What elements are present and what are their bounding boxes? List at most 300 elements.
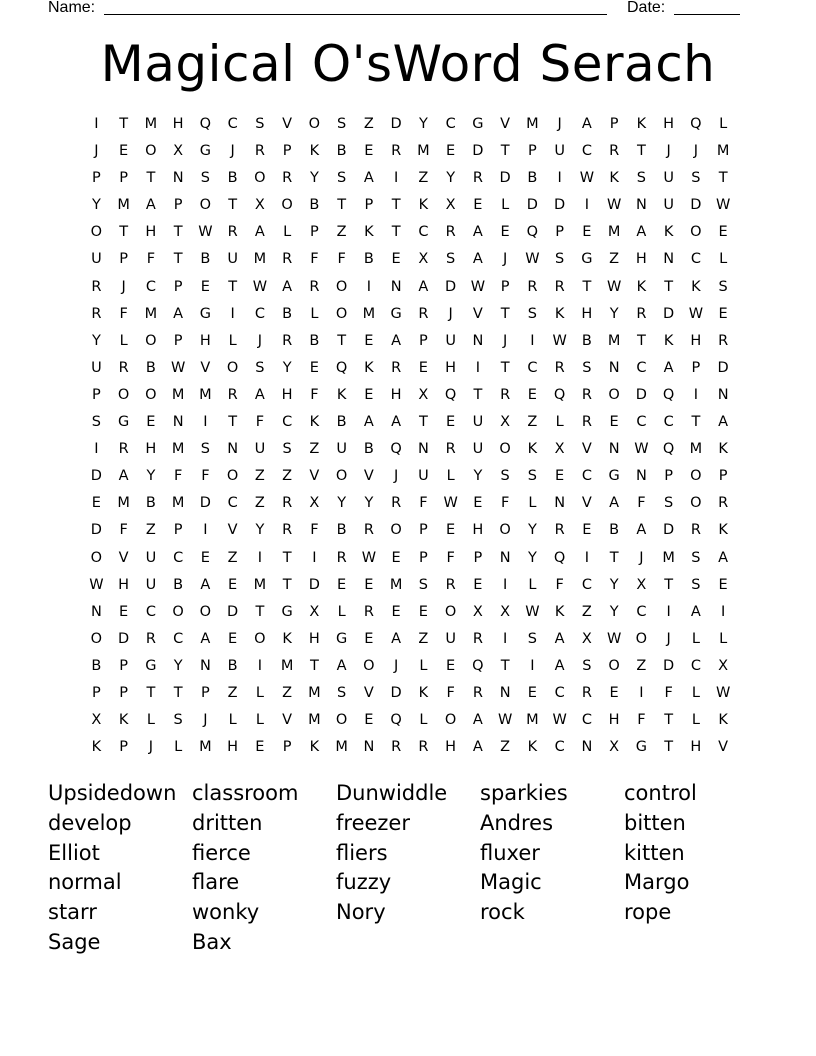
grid-letter[interactable]: R <box>391 739 402 756</box>
grid-letter[interactable]: R <box>282 332 293 349</box>
grid-letter[interactable]: I <box>257 657 263 674</box>
grid-letter[interactable]: I <box>557 170 563 187</box>
grid-letter[interactable]: A <box>609 495 620 512</box>
grid-letter[interactable]: R <box>581 414 593 431</box>
grid-letter[interactable]: E <box>364 712 374 729</box>
grid-letter[interactable]: K <box>554 305 565 322</box>
grid-letter[interactable]: I <box>530 657 536 674</box>
grid-letter[interactable]: V <box>363 684 375 701</box>
grid-letter[interactable]: M <box>308 684 322 701</box>
grid-letter[interactable]: P <box>528 143 538 160</box>
grid-letter[interactable]: H <box>390 386 403 403</box>
grid-letter[interactable]: A <box>663 359 675 376</box>
grid-letter[interactable]: X <box>500 414 511 431</box>
grid-letter[interactable]: R <box>118 441 130 458</box>
grid-letter[interactable]: O <box>499 441 512 458</box>
grid-letter[interactable]: T <box>718 170 729 187</box>
grid-letter[interactable]: I <box>666 603 672 620</box>
grid-letter[interactable]: W <box>525 603 541 620</box>
grid-letter[interactable]: K <box>309 414 320 431</box>
grid-letter[interactable]: D <box>90 468 103 485</box>
grid-letter[interactable]: I <box>203 414 209 431</box>
grid-letter[interactable]: A <box>391 414 402 431</box>
grid-letter[interactable]: C <box>227 495 239 512</box>
grid-letter[interactable]: Z <box>336 224 348 241</box>
grid-letter[interactable]: R <box>227 224 239 241</box>
grid-letter[interactable]: A <box>718 414 729 431</box>
grid-letter[interactable]: P <box>173 332 183 349</box>
grid-letter[interactable]: Q <box>553 386 566 403</box>
grid-letter[interactable]: W <box>470 278 486 295</box>
grid-letter[interactable]: P <box>173 278 183 295</box>
grid-letter[interactable]: J <box>666 630 672 647</box>
grid-letter[interactable]: P <box>419 522 429 539</box>
grid-letter[interactable]: E <box>582 522 592 539</box>
grid-letter[interactable]: H <box>145 441 157 458</box>
grid-letter[interactable]: C <box>581 143 593 160</box>
grid-letter[interactable]: M <box>171 386 185 403</box>
grid-letter[interactable]: D <box>526 197 539 214</box>
grid-letter[interactable]: J <box>693 143 699 160</box>
grid-letter[interactable]: Y <box>609 603 620 620</box>
grid-letter[interactable]: B <box>363 251 375 268</box>
grid-letter[interactable]: L <box>691 684 701 701</box>
grid-letter[interactable]: K <box>636 278 647 295</box>
grid-letter[interactable]: F <box>310 386 320 403</box>
grid-letter[interactable]: R <box>527 278 538 295</box>
grid-letter[interactable]: U <box>472 441 484 458</box>
grid-letter[interactable]: I <box>94 441 100 458</box>
grid-letter[interactable]: K <box>336 386 347 403</box>
grid-letter[interactable]: L <box>255 712 265 729</box>
grid-letter[interactable]: T <box>500 305 511 322</box>
grid-letter[interactable]: I <box>475 359 481 376</box>
grid-letter[interactable]: O <box>254 630 267 647</box>
grid-letter[interactable]: A <box>145 197 157 214</box>
grid-letter[interactable]: R <box>418 305 429 322</box>
grid-letter[interactable]: N <box>635 197 648 214</box>
grid-letter[interactable]: E <box>418 359 429 376</box>
grid-letter[interactable]: O <box>363 657 376 674</box>
grid-letter[interactable]: A <box>718 549 729 566</box>
grid-letter[interactable]: C <box>554 684 566 701</box>
grid-letter[interactable]: W <box>552 712 568 729</box>
grid-letter[interactable]: I <box>502 576 508 593</box>
grid-letter[interactable]: H <box>635 251 648 268</box>
grid-letter[interactable]: M <box>389 576 403 593</box>
grid-letter[interactable]: W <box>361 549 377 566</box>
grid-letter[interactable]: A <box>363 170 375 187</box>
grid-letter[interactable]: F <box>310 522 320 539</box>
grid-letter[interactable]: L <box>310 305 319 322</box>
grid-letter[interactable]: R <box>472 684 484 701</box>
grid-letter[interactable]: W <box>715 197 731 214</box>
grid-letter[interactable]: R <box>91 278 102 295</box>
grid-letter[interactable]: Y <box>282 359 293 376</box>
grid-letter[interactable]: L <box>228 332 238 349</box>
grid-letter[interactable]: I <box>94 116 100 132</box>
grid-letter[interactable]: D <box>717 359 730 376</box>
grid-letter[interactable]: X <box>173 143 184 160</box>
grid-letter[interactable]: Q <box>662 441 675 458</box>
grid-letter[interactable]: X <box>581 630 593 647</box>
grid-letter[interactable]: P <box>173 522 183 539</box>
grid-letter[interactable]: I <box>530 332 536 349</box>
grid-letter[interactable]: E <box>146 414 156 431</box>
grid-letter[interactable]: Q <box>526 224 539 241</box>
grid-letter[interactable]: K <box>527 441 538 458</box>
grid-letter[interactable]: S <box>555 251 565 268</box>
grid-letter[interactable]: S <box>582 657 592 674</box>
grid-letter[interactable]: Q <box>390 712 403 729</box>
grid-letter[interactable]: K <box>527 739 538 756</box>
grid-letter[interactable]: R <box>391 495 402 512</box>
grid-letter[interactable]: V <box>500 116 511 132</box>
grid-letter[interactable]: H <box>145 224 157 241</box>
grid-letter[interactable]: W <box>443 495 459 512</box>
grid-letter[interactable]: F <box>419 495 429 512</box>
grid-letter[interactable]: C <box>690 251 702 268</box>
grid-letter[interactable]: Z <box>581 603 593 620</box>
grid-letter[interactable]: F <box>337 251 347 268</box>
grid-letter[interactable]: W <box>715 684 731 701</box>
grid-letter[interactable]: A <box>472 251 484 268</box>
grid-letter[interactable]: W <box>552 332 568 349</box>
grid-letter[interactable]: C <box>636 414 647 431</box>
grid-letter[interactable]: T <box>119 116 129 132</box>
grid-letter[interactable]: M <box>607 224 621 241</box>
grid-letter[interactable]: J <box>639 549 645 566</box>
grid-letter[interactable]: G <box>281 603 294 620</box>
grid-letter[interactable]: S <box>418 576 429 593</box>
grid-letter[interactable]: X <box>309 603 320 620</box>
grid-letter[interactable]: R <box>363 522 375 539</box>
grid-letter[interactable]: I <box>584 197 590 214</box>
grid-letter[interactable]: S <box>527 468 538 485</box>
grid-letter[interactable]: Y <box>527 522 538 539</box>
grid-letter[interactable]: J <box>502 251 508 268</box>
grid-letter[interactable]: P <box>282 143 292 160</box>
grid-letter[interactable]: C <box>418 224 429 241</box>
grid-letter[interactable]: S <box>255 359 265 376</box>
grid-letter[interactable]: F <box>146 251 156 268</box>
grid-letter[interactable]: R <box>91 305 102 322</box>
grid-letter[interactable]: U <box>663 170 675 187</box>
grid-letter[interactable]: H <box>608 712 621 729</box>
grid-letter[interactable]: C <box>527 359 538 376</box>
grid-letter[interactable]: N <box>172 414 185 431</box>
grid-letter[interactable]: M <box>117 495 131 512</box>
grid-letter[interactable]: O <box>281 197 294 214</box>
grid-letter[interactable]: E <box>391 549 402 566</box>
grid-letter[interactable]: M <box>335 739 349 756</box>
grid-letter[interactable]: S <box>173 712 184 729</box>
grid-letter[interactable]: M <box>716 143 730 160</box>
grid-letter[interactable]: D <box>390 684 403 701</box>
name-blank-line[interactable] <box>104 0 607 15</box>
grid-letter[interactable]: V <box>282 116 293 132</box>
grid-letter[interactable]: M <box>253 251 267 268</box>
grid-letter[interactable]: R <box>636 305 647 322</box>
grid-letter[interactable]: T <box>391 224 402 241</box>
grid-letter[interactable]: B <box>309 332 320 349</box>
grid-letter[interactable]: T <box>309 657 320 674</box>
grid-letter[interactable]: K <box>91 739 102 756</box>
grid-letter[interactable]: E <box>119 603 129 620</box>
grid-letter[interactable]: T <box>418 414 429 431</box>
grid-letter[interactable]: Y <box>609 305 620 322</box>
grid-letter[interactable]: E <box>200 549 211 566</box>
grid-letter[interactable]: E <box>527 386 538 403</box>
grid-letter[interactable]: D <box>499 170 512 187</box>
grid-letter[interactable]: R <box>227 386 239 403</box>
grid-letter[interactable]: T <box>636 332 647 349</box>
grid-letter[interactable]: R <box>445 576 457 593</box>
grid-letter[interactable]: A <box>363 414 375 431</box>
grid-letter[interactable]: D <box>390 116 403 132</box>
grid-letter[interactable]: Q <box>199 116 212 132</box>
grid-letter[interactable]: T <box>609 549 620 566</box>
grid-letter[interactable]: Z <box>254 495 266 512</box>
grid-letter[interactable]: E <box>337 576 347 593</box>
grid-letter[interactable]: C <box>581 712 593 729</box>
grid-letter[interactable]: E <box>200 278 211 295</box>
grid-letter[interactable]: E <box>446 522 456 539</box>
grid-letter[interactable]: V <box>227 522 239 539</box>
grid-letter[interactable]: E <box>228 630 238 647</box>
grid-letter[interactable]: E <box>364 630 374 647</box>
grid-letter[interactable]: J <box>393 657 399 674</box>
grid-letter[interactable]: I <box>312 549 318 566</box>
grid-letter[interactable]: B <box>527 170 538 187</box>
grid-letter[interactable]: A <box>391 630 402 647</box>
grid-letter[interactable]: A <box>418 278 429 295</box>
grid-letter[interactable]: Z <box>609 251 620 268</box>
grid-letter[interactable]: X <box>636 576 647 593</box>
grid-letter[interactable]: B <box>363 441 375 458</box>
grid-letter[interactable]: F <box>173 468 183 485</box>
grid-letter[interactable]: C <box>173 630 184 647</box>
grid-letter[interactable]: T <box>146 684 156 701</box>
grid-letter[interactable]: O <box>90 630 103 647</box>
grid-letter[interactable]: P <box>664 468 674 485</box>
grid-letter[interactable]: H <box>227 739 239 756</box>
grid-letter[interactable]: M <box>199 386 213 403</box>
grid-letter[interactable]: L <box>337 603 347 620</box>
grid-letter[interactable]: O <box>444 712 457 729</box>
grid-letter[interactable]: G <box>145 657 157 674</box>
grid-letter[interactable]: T <box>473 386 483 403</box>
grid-letter[interactable]: O <box>690 224 703 241</box>
grid-letter[interactable]: U <box>418 468 430 485</box>
grid-letter[interactable]: I <box>257 549 263 566</box>
grid-letter[interactable]: C <box>636 359 647 376</box>
grid-letter[interactable]: L <box>446 468 456 485</box>
grid-letter[interactable]: J <box>557 116 563 132</box>
grid-letter[interactable]: Y <box>337 495 347 512</box>
grid-letter[interactable]: X <box>554 441 566 458</box>
grid-letter[interactable]: B <box>581 332 593 349</box>
grid-letter[interactable]: E <box>364 143 374 160</box>
grid-letter[interactable]: C <box>282 414 293 431</box>
grid-letter[interactable]: J <box>148 739 154 756</box>
grid-letter[interactable]: R <box>309 278 320 295</box>
grid-letter[interactable]: H <box>308 630 321 647</box>
grid-letter[interactable]: O <box>608 386 621 403</box>
grid-letter[interactable]: E <box>582 224 592 241</box>
grid-letter[interactable]: L <box>174 739 183 756</box>
grid-letter[interactable]: W <box>579 170 595 187</box>
grid-letter[interactable]: S <box>527 305 538 322</box>
grid-letter[interactable]: L <box>719 251 728 268</box>
grid-letter[interactable]: K <box>718 712 729 729</box>
grid-letter[interactable]: R <box>472 170 484 187</box>
grid-letter[interactable]: B <box>173 576 184 593</box>
grid-letter[interactable]: T <box>500 143 511 160</box>
grid-letter[interactable]: I <box>584 549 590 566</box>
grid-letter[interactable]: M <box>362 305 376 322</box>
grid-letter[interactable]: W <box>525 251 541 268</box>
grid-letter[interactable]: S <box>582 359 592 376</box>
grid-letter[interactable]: B <box>227 170 239 187</box>
grid-letter[interactable]: I <box>230 305 236 322</box>
grid-letter[interactable]: O <box>308 116 321 132</box>
grid-letter[interactable]: F <box>637 712 647 729</box>
grid-letter[interactable]: T <box>664 739 674 756</box>
grid-letter[interactable]: A <box>173 305 184 322</box>
grid-letter[interactable]: T <box>282 549 293 566</box>
grid-letter[interactable]: M <box>689 441 703 458</box>
grid-letter[interactable]: K <box>691 278 702 295</box>
grid-letter[interactable]: G <box>472 116 484 132</box>
grid-letter[interactable]: E <box>364 386 374 403</box>
grid-letter[interactable]: T <box>228 197 238 214</box>
grid-letter[interactable]: A <box>636 224 647 241</box>
grid-letter[interactable]: G <box>336 630 348 647</box>
grid-letter[interactable]: F <box>119 522 129 539</box>
grid-letter[interactable]: G <box>581 251 593 268</box>
grid-letter[interactable]: M <box>526 712 540 729</box>
grid-letter[interactable]: O <box>199 603 212 620</box>
grid-letter[interactable]: Z <box>282 468 293 485</box>
grid-letter[interactable]: Z <box>418 170 429 187</box>
grid-letter[interactable]: E <box>718 576 729 593</box>
grid-letter[interactable]: N <box>363 739 375 756</box>
grid-letter[interactable]: U <box>145 549 157 566</box>
grid-letter[interactable]: O <box>254 170 267 187</box>
grid-letter[interactable]: T <box>228 278 238 295</box>
grid-letter[interactable]: N <box>635 468 648 485</box>
grid-letter[interactable]: T <box>173 684 184 701</box>
grid-letter[interactable]: N <box>608 359 621 376</box>
grid-letter[interactable]: D <box>445 278 457 295</box>
grid-letter[interactable]: I <box>203 522 209 539</box>
grid-letter[interactable]: A <box>636 522 647 539</box>
grid-letter[interactable]: Z <box>636 657 647 674</box>
grid-letter[interactable]: T <box>146 170 156 187</box>
grid-letter[interactable]: D <box>308 576 321 593</box>
grid-letter[interactable]: N <box>554 495 566 512</box>
grid-letter[interactable]: X <box>609 739 620 756</box>
grid-letter[interactable]: O <box>117 386 130 403</box>
grid-letter[interactable]: H <box>690 332 702 349</box>
grid-letter[interactable]: G <box>635 739 648 756</box>
grid-letter[interactable]: P <box>119 739 129 756</box>
grid-letter[interactable]: H <box>690 739 702 756</box>
grid-letter[interactable]: W <box>89 576 105 593</box>
grid-letter[interactable]: R <box>554 278 566 295</box>
grid-letter[interactable]: T <box>337 197 347 214</box>
grid-letter[interactable]: H <box>445 739 457 756</box>
grid-letter[interactable]: F <box>310 251 320 268</box>
grid-letter[interactable]: V <box>363 468 375 485</box>
grid-letter[interactable]: P <box>500 278 510 295</box>
grid-letter[interactable]: D <box>199 495 212 512</box>
grid-letter[interactable]: E <box>609 414 620 431</box>
grid-letter[interactable]: Z <box>145 522 157 539</box>
grid-letter[interactable]: R <box>718 495 729 512</box>
grid-letter[interactable]: D <box>554 197 566 214</box>
grid-letter[interactable]: T <box>228 414 238 431</box>
grid-letter[interactable]: C <box>445 116 457 132</box>
grid-letter[interactable]: W <box>606 278 622 295</box>
grid-letter[interactable]: N <box>663 251 675 268</box>
grid-letter[interactable]: Y <box>173 657 184 674</box>
grid-letter[interactable]: J <box>502 332 508 349</box>
grid-letter[interactable]: P <box>555 224 565 241</box>
grid-letter[interactable]: O <box>172 603 185 620</box>
grid-letter[interactable]: S <box>636 170 647 187</box>
grid-letter[interactable]: Z <box>227 684 239 701</box>
grid-letter[interactable]: I <box>502 630 508 647</box>
grid-letter[interactable]: R <box>690 522 702 539</box>
grid-letter[interactable]: Y <box>527 549 538 566</box>
grid-letter[interactable]: O <box>226 468 239 485</box>
grid-letter[interactable]: H <box>472 522 484 539</box>
grid-letter[interactable]: C <box>636 603 647 620</box>
grid-letter[interactable]: V <box>581 495 593 512</box>
grid-letter[interactable]: A <box>200 630 211 647</box>
grid-letter[interactable]: B <box>200 251 211 268</box>
grid-letter[interactable]: Z <box>254 468 266 485</box>
grid-letter[interactable]: T <box>691 414 701 431</box>
grid-letter[interactable]: K <box>636 116 647 132</box>
grid-letter[interactable]: X <box>718 657 729 674</box>
grid-letter[interactable]: S <box>691 170 701 187</box>
grid-letter[interactable]: E <box>91 495 102 512</box>
grid-letter[interactable]: R <box>554 522 566 539</box>
grid-letter[interactable]: L <box>119 332 129 349</box>
grid-letter[interactable]: Q <box>390 441 403 458</box>
grid-letter[interactable]: M <box>171 495 185 512</box>
grid-letter[interactable]: S <box>91 414 102 431</box>
grid-letter[interactable]: U <box>663 197 675 214</box>
grid-letter[interactable]: P <box>691 359 701 376</box>
grid-letter[interactable]: L <box>501 197 510 214</box>
grid-letter[interactable]: O <box>690 495 703 512</box>
grid-letter[interactable]: O <box>690 468 703 485</box>
grid-letter[interactable]: U <box>554 143 566 160</box>
grid-letter[interactable]: T <box>500 359 511 376</box>
grid-letter[interactable]: E <box>391 603 402 620</box>
grid-letter[interactable]: E <box>609 684 620 701</box>
grid-letter[interactable]: H <box>118 576 130 593</box>
grid-letter[interactable]: M <box>607 332 621 349</box>
grid-letter[interactable]: P <box>119 657 129 674</box>
grid-letter[interactable]: X <box>418 386 429 403</box>
grid-letter[interactable]: P <box>718 468 728 485</box>
grid-letter[interactable]: D <box>635 386 648 403</box>
